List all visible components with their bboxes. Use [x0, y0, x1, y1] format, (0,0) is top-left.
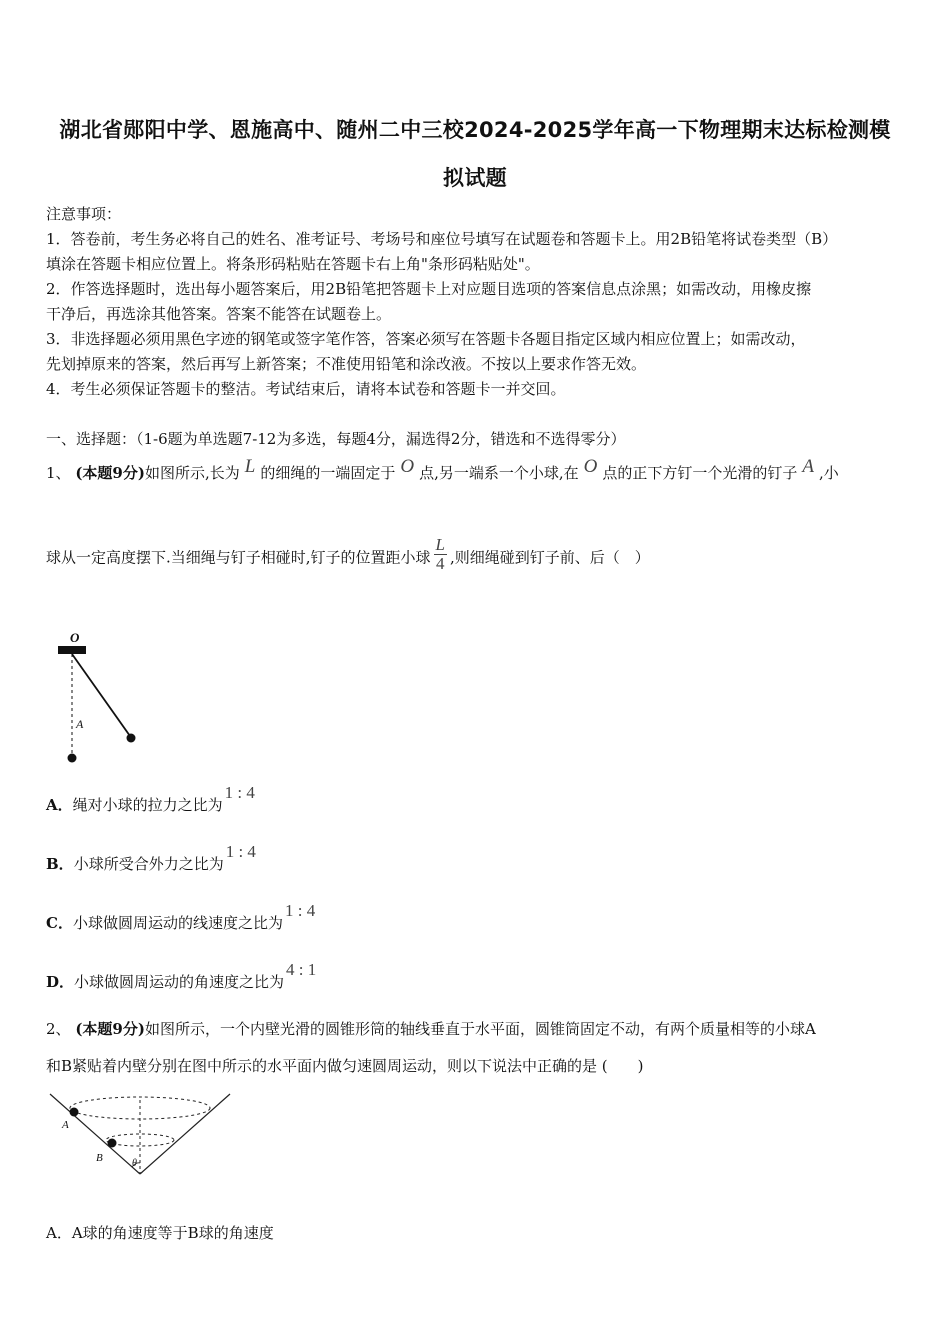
q1-points: (本题9分) [75, 464, 145, 482]
q1-option-d [46, 960, 317, 992]
option-letter: A． [46, 796, 73, 814]
cone-figure [46, 1090, 236, 1180]
option-letter: B． [46, 855, 74, 873]
q1-text: 如图所示,长为 [144, 464, 240, 482]
option-letter: D． [46, 973, 75, 991]
q1-text: 球从一定高度摆下.当细绳与钉子相碰时,钉子的位置距小球 [46, 548, 431, 567]
fig-label-theta: θ [132, 1158, 137, 1169]
doc-title-line2: 拟试题 [443, 166, 507, 190]
notes-heading: 注意事项： [46, 205, 122, 223]
q1-text: 点,另一端系一个小球,在 [419, 464, 579, 482]
q1-option-c [46, 901, 316, 933]
option-text: 小球所受合外力之比为 [73, 855, 224, 873]
notes-line: 填涂在答题卡相应位置上。将条形码粘贴在答题卡右上角"条形码粘贴处"。 [46, 255, 540, 273]
section-heading: 一、选择题：（1-6题为单选题7-12为多选，每题4分，漏选得2分，错选和不选得零分） [46, 430, 626, 448]
option-ratio: 1 : 4 [225, 842, 256, 861]
fraction-denominator: 4 [436, 554, 445, 573]
cone-wall-left [50, 1094, 140, 1174]
q2-number: 2、 [46, 1020, 71, 1038]
q2-option-a: A．A球的角速度等于B球的角速度 [46, 1224, 274, 1242]
var-O: O [400, 456, 415, 477]
notes-line: 先划掉原来的答案，然后再写上新答案；不准使用铅笔和涂改液。不按以上要求作答无效。 [46, 355, 647, 373]
fig-label-B: B [96, 1152, 103, 1164]
fig-label-A: A [62, 1119, 69, 1131]
q2-points: (本题9分) [75, 1020, 145, 1038]
option-text: 小球做圆周运动的线速度之比为 [72, 914, 283, 932]
option-letter: C． [46, 914, 73, 932]
ball-displaced [127, 734, 136, 743]
ball-b [108, 1139, 117, 1148]
pendulum-figure [50, 628, 160, 768]
q1-option-a [46, 783, 255, 815]
notes-line: 3．非选择题必须用黑色字迹的钢笔或签字笔作答，答案必须写在答题卡各题目指定区域内相应位置上；如需改动， [46, 330, 806, 348]
option-text: 小球做圆周运动的角速度之比为 [74, 973, 285, 991]
option-ratio: 1 : 4 [224, 783, 255, 802]
fig-label-A: A [76, 717, 84, 731]
ball-lowest [68, 754, 77, 763]
doc-title-line1: 湖北省郧阳中学、恩施高中、随州二中三校2024-2025学年高一下物理期末达标检测模 [59, 118, 891, 142]
q1-text: 的细绳的一端固定于 [260, 464, 396, 482]
q1-text: ,则细绳碰到钉子前、后（ ） [450, 548, 650, 567]
q1-text: 点的正下方钉一个光滑的钉子 [602, 464, 798, 482]
option-text: 绳对小球的拉力之比为 [72, 796, 223, 814]
q1-text: ,小 [818, 464, 839, 482]
q2-text: 如图所示，一个内壁光滑的圆锥形筒的轴线垂直于水平面，圆锥筒固定不动，有两个质量相等的小球A [144, 1020, 816, 1038]
notes-line: 干净后，再选涂其他答案。答案不能答在试题卷上。 [46, 305, 392, 323]
fig-label-O: O [70, 630, 80, 645]
var-L: L [244, 456, 256, 477]
q2-stem-line1 [46, 1018, 816, 1039]
notes-line: 4．考生必须保证答题卡的整洁。考试结束后，请将本试卷和答题卡一并交回。 [46, 380, 566, 398]
cone-wall-right [140, 1094, 230, 1174]
notes-line: 1．答卷前，考生务必将自己的姓名、准考证号、考场号和座位号填写在试题卷和答题卡上。用2B铅笔将试卷类型（B） [46, 230, 838, 248]
notes-line: 2．作答选择题时，选出每小题答案后，用2B铅笔把答题卡上对应题目选项的答案信息点涂黑；如需改动，用橡皮擦 [46, 280, 812, 298]
var-A: A [802, 456, 814, 477]
ceiling-support [58, 646, 86, 654]
option-ratio: 4 : 1 [286, 960, 317, 979]
q1-stem-line1 [46, 456, 839, 484]
fraction-L-over-4 [434, 536, 447, 573]
option-ratio: 1 : 4 [284, 901, 316, 920]
q2-stem-line2: 和B紧贴着内壁分别在图中所示的水平面内做匀速圆周运动，则以下说法中正确的是 ( ) [46, 1057, 644, 1075]
var-O: O [583, 456, 598, 477]
ball-a [70, 1108, 79, 1117]
q1-number: 1、 [46, 464, 71, 482]
q1-stem-line2 [46, 535, 650, 577]
fraction-numerator: L [435, 535, 446, 554]
q1-option-b [46, 842, 256, 874]
